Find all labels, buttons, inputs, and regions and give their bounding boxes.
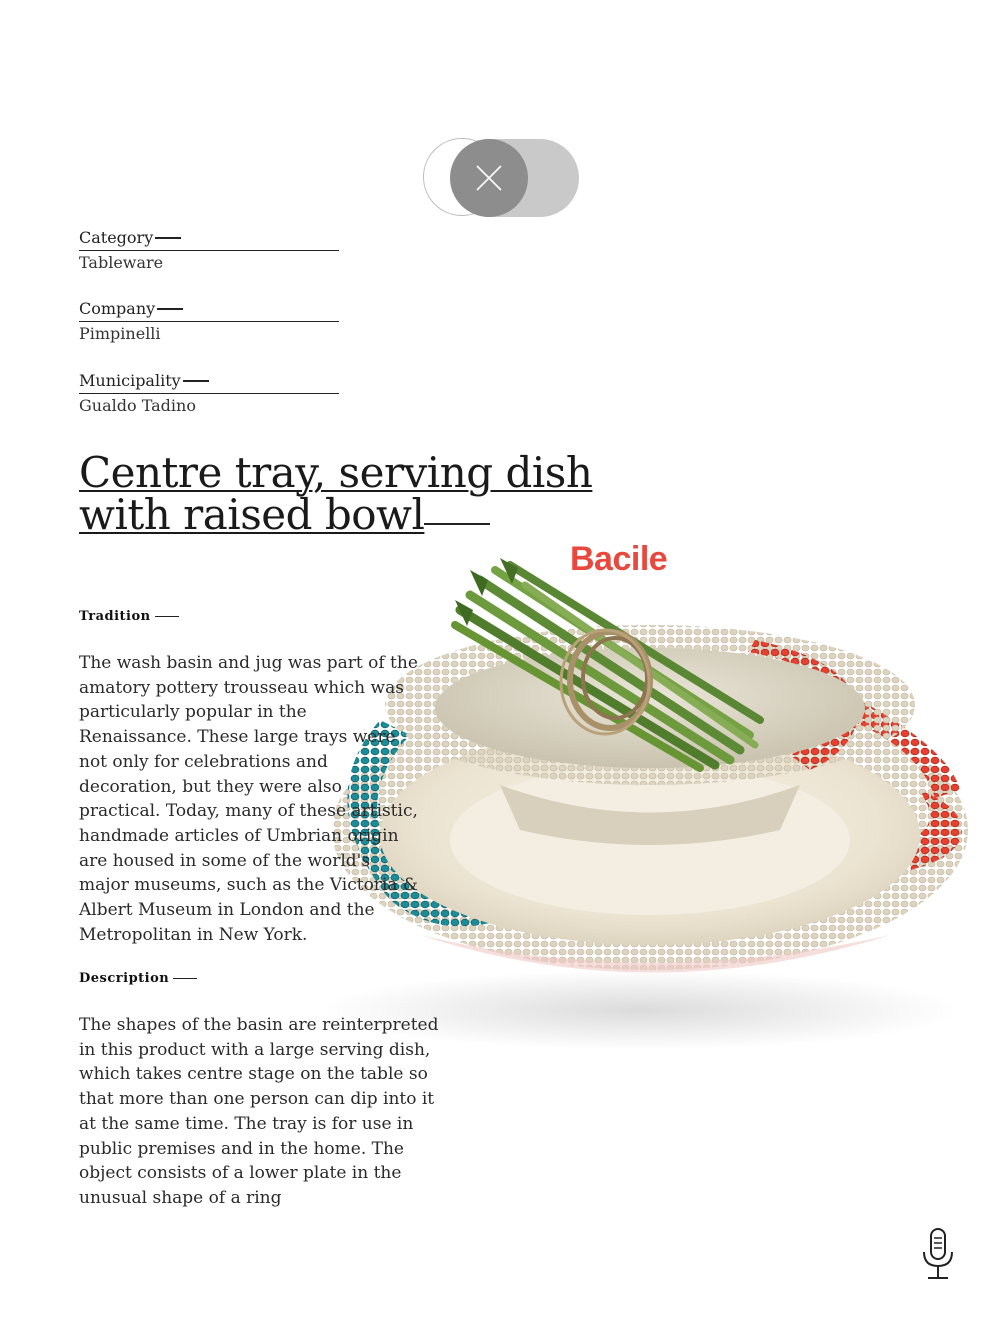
meta-company: [79, 299, 339, 345]
meta-municipality-label: Municipality: [79, 371, 181, 390]
meta-company-value: Pimpinelli: [79, 324, 161, 343]
title-dash: [424, 523, 490, 525]
meta-municipality: [79, 371, 339, 417]
meta-municipality-value: Gualdo Tadino: [79, 396, 196, 415]
microphone-button[interactable]: [918, 1226, 958, 1282]
close-toggle[interactable]: [423, 138, 579, 218]
close-icon: [463, 152, 515, 204]
meta-category-label: Category: [79, 228, 154, 247]
meta-category: [79, 228, 339, 274]
meta-company-label: Company: [79, 299, 156, 318]
brand-logo: Bacile: [570, 540, 668, 578]
meta-category-value: Tableware: [79, 253, 164, 272]
close-button[interactable]: [450, 139, 528, 217]
section-tradition-heading: Tradition: [79, 609, 179, 624]
section-description-text: The shapes of the basin are reinterpreted in this product with a large serving dish, which takes centre stage on the table so that more than one person can dip into it at the same time. The tray is for use in public premises and in the home. The object consists of a lower plate in the unusual shape of a ring: [79, 1015, 439, 1208]
section-description-heading: Description: [79, 971, 197, 986]
title-line-2: with raised bowl: [79, 490, 425, 539]
section-tradition-text: The wash basin and jug was part of the amatory pottery trousseau which was particularly popular in the Renaissance. These large trays were not only for celebrations and decoration, but they were also practical. Today, many of these artistic, handmade articles of Umbrian origin are housed in some of the world's major museums, such as the Victoria & Albert Museum in London and the Metropolitan in New York.: [79, 653, 419, 945]
page-title: [79, 448, 599, 539]
microphone-icon: [918, 1226, 958, 1282]
title-line-1: Centre tray, serving dish: [79, 448, 593, 497]
